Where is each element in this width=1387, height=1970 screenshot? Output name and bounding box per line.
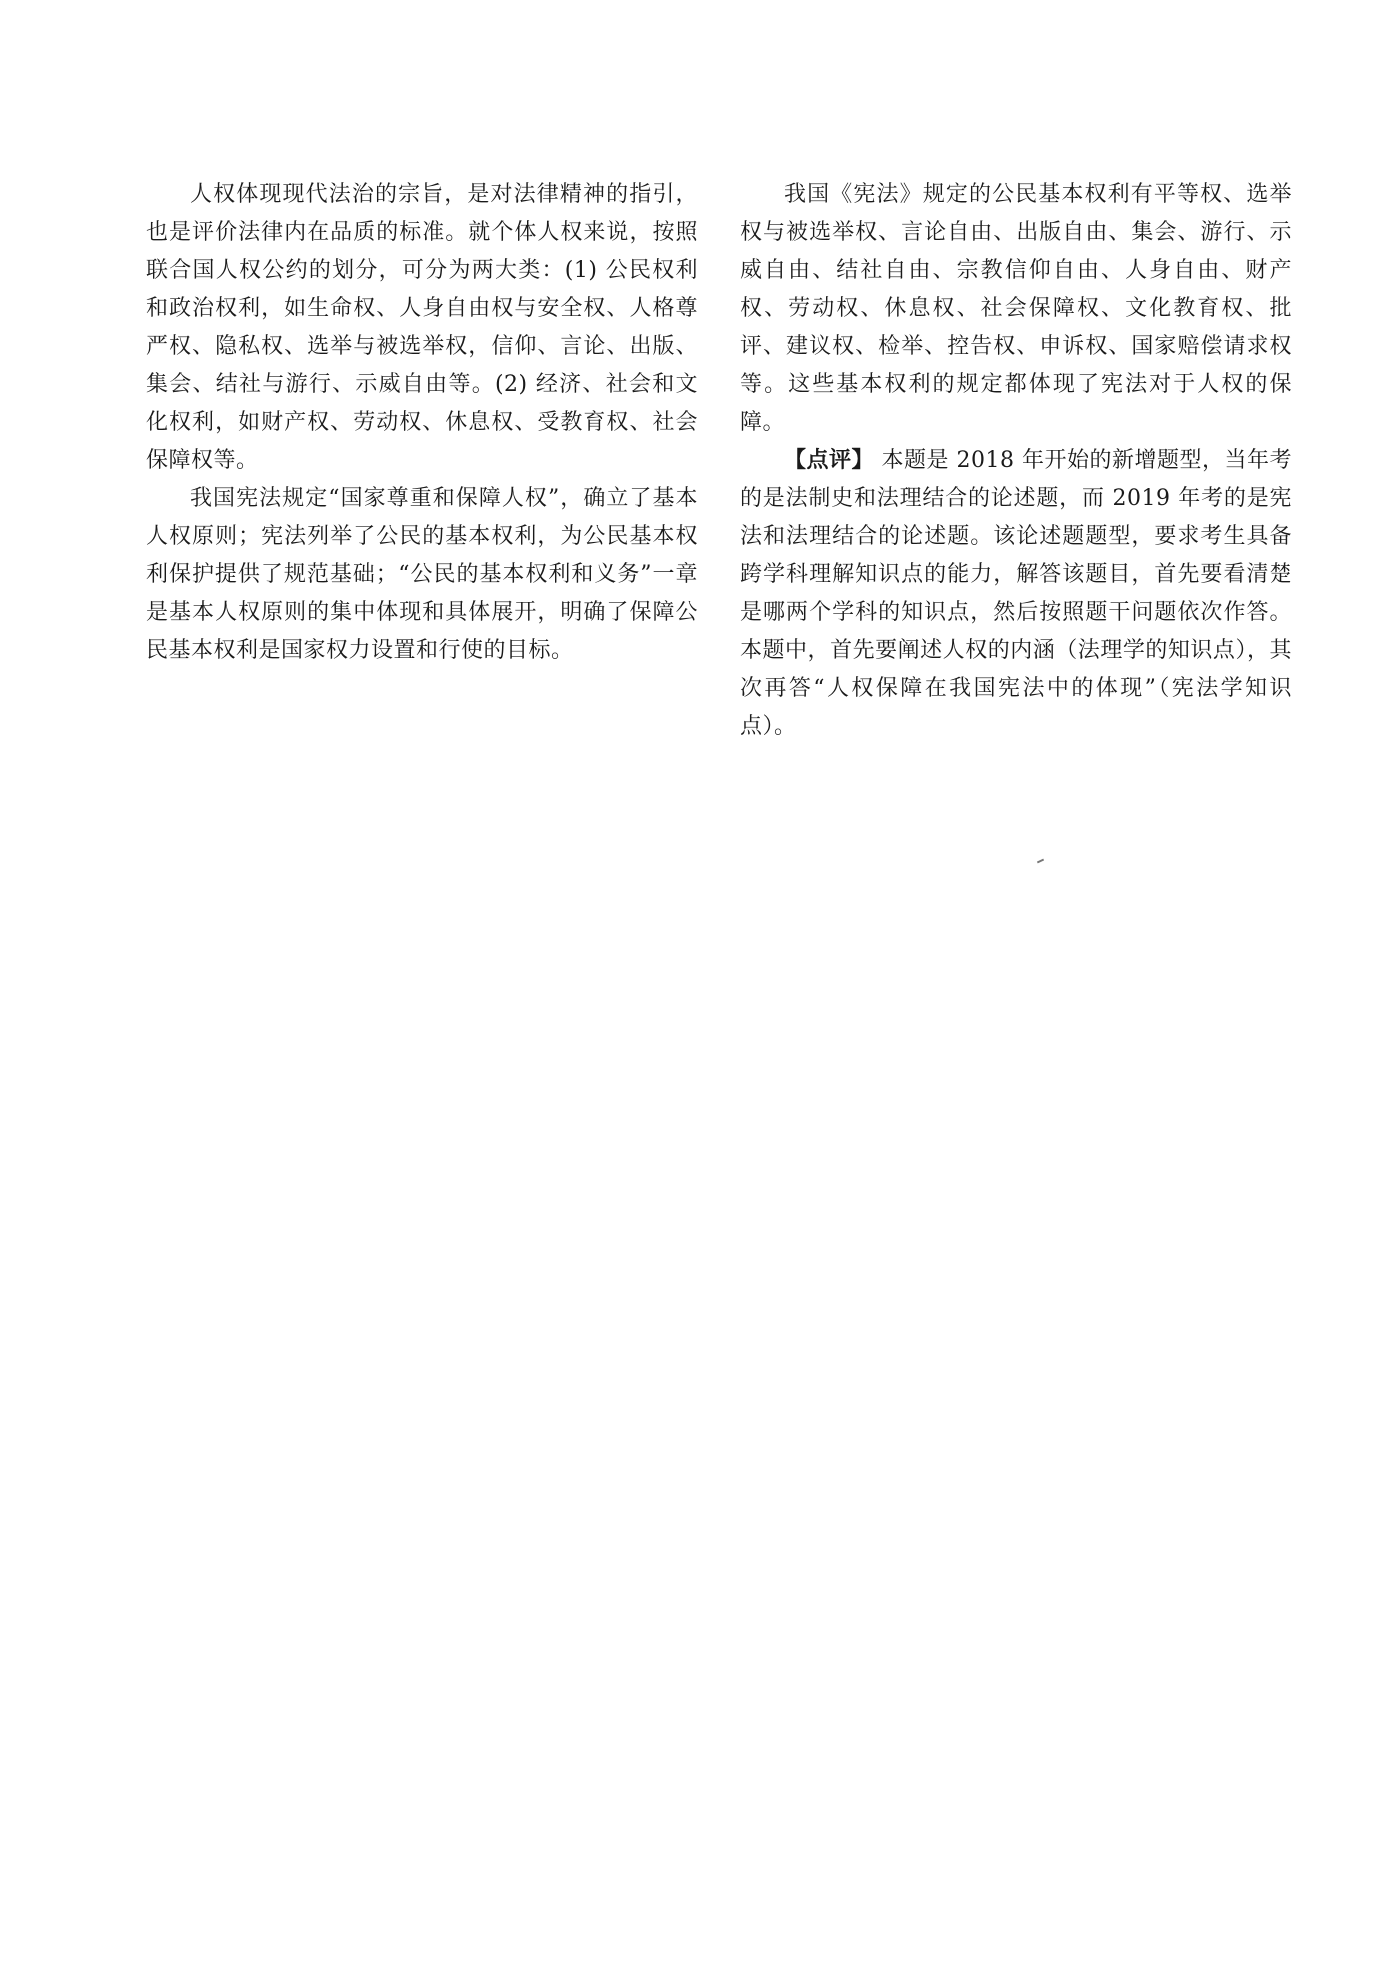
basic-rights-list-paragraph: 我国《宪法》规定的公民基本权利有平等权、选举权与被选举权、言论自由、出版自由、集会、游行、示威自由、结社自由、宗教信仰自由、人身自由、财产权、劳动权、休息权、社会保障权、文化教育权、批评、建议权、检举、控告权、申诉权、国家赔偿请求权等。这些基本权利的规定都体现了宪法对于人权的保障。 [740,182,1292,435]
comment-label: 【点评】 [784,448,875,473]
left-column [146,176,698,670]
comment-paragraph [740,442,1292,746]
comment-text: 本题是 2018 年开始的新增题型，当年考的是法制史和法理结合的论述题，而 2019 年考的是宪法和法理结合的论述题。该论述题题型，要求考生具备跨学科理解知识点的能力，解答该题目，首先要看清楚是哪两个学科的知识点，然后按照题干问题依次作答。本题中，首先要阐述人权的内涵（法理学的知识点），其次再答“人权保障在我国宪法中的体现”（宪法学知识点）。 [740,448,1292,739]
scan-speck-mark [1037,859,1044,864]
constitution-human-rights-paragraph: 我国宪法规定“国家尊重和保障人权”，确立了基本人权原则；宪法列举了公民的基本权利，为公民基本权利保护提供了规范基础；“公民的基本权利和义务”一章是基本人权原则的集中体现和具体展开，明确了保障公民基本权利是国家权力设置和行使的目标。 [146,486,698,663]
right-column [740,176,1292,746]
human-rights-definition-paragraph: 人权体现现代法治的宗旨，是对法律精神的指引，也是评价法律内在品质的标准。就个体人权来说，按照联合国人权公约的划分，可分为两大类：(1) 公民权利和政治权利，如生命权、人身自由权与安全权、人格尊严权、隐私权、选举与被选举权，信仰、言论、出版、集会、结社与游行、示威自由等。(2) 经济、社会和文化权利，如财产权、劳动权、休息权、受教育权、社会保障权等。 [146,182,698,473]
